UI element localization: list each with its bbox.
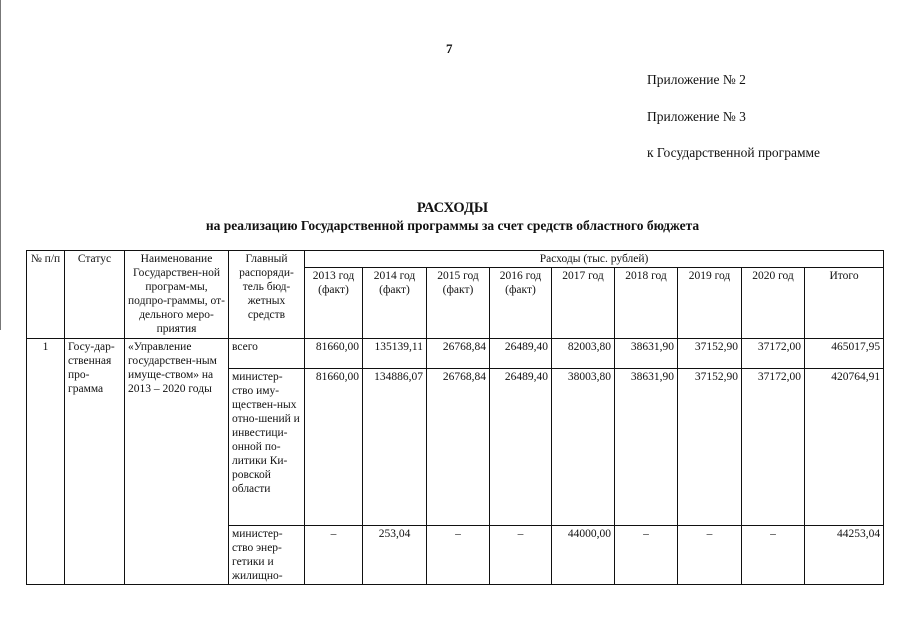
header-year-2016: 2016 год (факт) — [490, 268, 552, 339]
value-2016: 26489,40 — [490, 339, 552, 369]
value-2015: 26768,84 — [427, 339, 490, 369]
appendix-2-label: Приложение № 2 — [647, 72, 746, 87]
value-2016: 26489,40 — [490, 369, 552, 526]
value-2014: 253,04 — [363, 526, 427, 585]
header-status: Статус — [65, 251, 125, 339]
header-year-2018: 2018 год — [615, 268, 678, 339]
value-2017: 82003,80 — [552, 339, 615, 369]
value-2018: – — [615, 526, 678, 585]
program-status: Госу-дар-ственная про-грамма — [65, 339, 125, 585]
value-total: 420764,91 — [805, 369, 884, 526]
value-2017: 38003,80 — [552, 369, 615, 526]
header-year-2015: 2015 год (факт) — [427, 268, 490, 339]
row-administrator: министер-ство иму-ществен-ных отно-шений и инвестици-онной по-литики Ки-ровской области — [229, 369, 305, 526]
value-total: 44253,04 — [805, 526, 884, 585]
value-2020: 37172,00 — [742, 369, 805, 526]
row-administrator: министер-ство энер-гетики и жилищно- — [229, 526, 305, 585]
value-2013: 81660,00 — [305, 369, 363, 526]
value-2019: – — [678, 526, 742, 585]
header-year-2014: 2014 год (факт) — [363, 268, 427, 339]
value-2015: 26768,84 — [427, 369, 490, 526]
header-budget-administrator: Главный распоряди-тель бюд-жетных средств — [229, 251, 305, 339]
value-2013: 81660,00 — [305, 339, 363, 369]
expenses-table — [26, 250, 884, 585]
page-number: 7 — [446, 41, 453, 56]
value-total: 465017,95 — [805, 339, 884, 369]
appendix-program-label: к Государственной программе — [647, 145, 821, 160]
header-year-2019: 2019 год — [678, 268, 742, 339]
value-2017: 44000,00 — [552, 526, 615, 585]
scan-left-edge — [0, 0, 1, 330]
appendix-3-label: Приложение № 3 — [647, 109, 746, 124]
program-number: 1 — [27, 339, 65, 585]
value-2020: – — [742, 526, 805, 585]
value-2015: – — [427, 526, 490, 585]
header-row-1 — [27, 251, 884, 268]
value-2014: 134886,07 — [363, 369, 427, 526]
row-administrator: всего — [229, 339, 305, 369]
header-program-name: Наименование Государствен-ной програм-мы, подпро-граммы, от-дельного меро-приятия — [125, 251, 229, 339]
value-2016: – — [490, 526, 552, 585]
document-title: РАСХОДЫ — [416, 200, 489, 216]
value-2018: 38631,90 — [615, 339, 678, 369]
header-year-2020: 2020 год — [742, 268, 805, 339]
page-bottom-margin — [0, 605, 905, 640]
value-2014: 135139,11 — [363, 339, 427, 369]
program-name: «Управление государствен-ным имуще-ством» на 2013 – 2020 годы — [125, 339, 229, 585]
value-2019: 37152,90 — [678, 339, 742, 369]
header-expenses: Расходы (тыс. рублей) — [305, 251, 884, 268]
table-row — [27, 339, 884, 369]
header-number: № п/п — [27, 251, 65, 339]
value-2020: 37172,00 — [742, 339, 805, 369]
document-subtitle: на реализацию Государственной программы за счет средств областного бюджета — [205, 218, 700, 233]
value-2018: 38631,90 — [615, 369, 678, 526]
header-year-2013: 2013 год (факт) — [305, 268, 363, 339]
header-total: Итого — [805, 268, 884, 339]
value-2013: – — [305, 526, 363, 585]
value-2019: 37152,90 — [678, 369, 742, 526]
header-year-2017: 2017 год — [552, 268, 615, 339]
